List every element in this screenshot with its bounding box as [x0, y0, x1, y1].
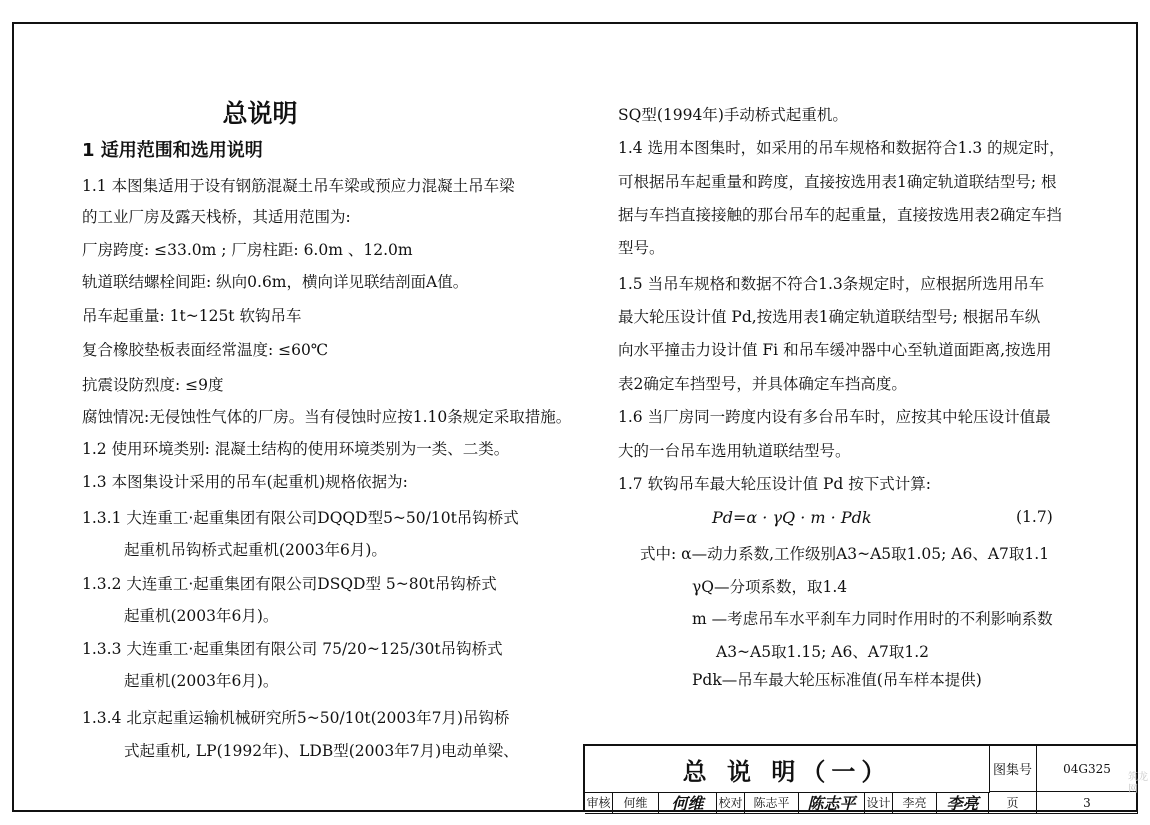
text-line: 的工业厂房及露天栈桥，其适用范围为: — [82, 208, 351, 226]
where-line: m —考虑吊车水平刹车力同时作用时的不利影响系数 — [692, 610, 1053, 628]
text-line: 轨道联结螺栓间距: 纵向0.6m，横向详见联结剖面A值。 — [82, 273, 469, 291]
text-line: 抗震设防烈度: ≤9度 — [82, 376, 224, 394]
design-signature: 李亮 — [937, 792, 989, 814]
text-line: 1.6 当厂房同一跨度内设有多台吊车时，应按其中轮压设计值最 — [618, 408, 1051, 426]
check-signature: 陈志平 — [799, 792, 865, 814]
title-block — [583, 744, 1138, 812]
text-line: 1.3.3 大连重工·起重集团有限公司 75/20~125/30t吊钩桥式 — [82, 640, 503, 658]
where-line: A3~A5取1.15; A6、A7取1.2 — [716, 643, 930, 661]
page-label: 页 — [989, 792, 1037, 814]
text-line: 厂房跨度: ≤33.0m ; 厂房柱距: 6.0m 、12.0m — [82, 241, 413, 259]
page-title: 总说明 — [222, 99, 298, 128]
text-line: 式起重机, LP(1992年)、LDB型(2003年7月)电动单梁、 — [124, 742, 519, 760]
text-line: 据与车挡直接接触的那台吊车的起重量，直接按选用表2确定车挡 — [618, 206, 1062, 224]
check-name: 陈志平 — [745, 792, 799, 814]
text-line: 大的一台吊车选用轨道联结型号。 — [618, 442, 851, 460]
atlas-label: 图集号 — [989, 746, 1037, 792]
text-line: 1.3.2 大连重工·起重集团有限公司DSQD型 5~80t吊钩桥式 — [82, 575, 497, 593]
text-line: 向水平撞击力设计值 Fi 和吊车缓冲器中心至轨道面距离,按选用 — [618, 341, 1052, 359]
review-label: 审核 — [585, 792, 613, 814]
text-line: 可根据吊车起重量和跨度，直接按选用表1确定轨道联结型号; 根 — [618, 173, 1057, 191]
design-label: 设计 — [865, 792, 893, 814]
text-line: 表2确定车挡型号，并具体确定车挡高度。 — [618, 375, 907, 393]
text-line: 腐蚀情况:无侵蚀性气体的厂房。当有侵蚀时应按1.10条规定采取措施。 — [82, 408, 572, 426]
watermark: 筑龙网 — [1128, 772, 1148, 795]
text-line: 1.3 本图集设计采用的吊车(起重机)规格依据为: — [82, 473, 408, 491]
text-line: 起重机吊钩桥式起重机(2003年6月)。 — [124, 541, 387, 559]
text-line: 1.1 本图集适用于设有钢筋混凝土吊车梁或预应力混凝土吊车梁 — [82, 177, 515, 195]
text-line: 复合橡胶垫板表面经常温度: ≤60℃ — [82, 341, 329, 359]
review-name: 何维 — [613, 792, 659, 814]
formula-number: (1.7) — [1016, 508, 1053, 526]
sheet-title: 总 说 明（一） — [585, 746, 990, 793]
text-line: 1.5 当吊车规格和数据不符合1.3条规定时，应根据所选用吊车 — [618, 275, 1045, 293]
section-heading: 1 适用范围和选用说明 — [82, 140, 263, 161]
text-line: 起重机(2003年6月)。 — [124, 672, 279, 690]
design-name: 李亮 — [893, 792, 937, 814]
where-line: Pdk—吊车最大轮压标准值(吊车样本提供) — [692, 671, 982, 689]
text-line: 型号。 — [618, 239, 665, 257]
text-line: 1.4 选用本图集时，如采用的吊车规格和数据符合1.3 的规定时， — [618, 139, 1065, 157]
text-line: 1.7 软钩吊车最大轮压设计值 Pd 按下式计算: — [618, 475, 932, 493]
where-line: γQ—分项系数，取1.4 — [692, 578, 848, 596]
where-line: 式中: α—动力系数,工作级别A3~A5取1.05; A6、A7取1.1 — [640, 545, 1050, 563]
atlas-number: 04G325 — [1037, 746, 1138, 792]
text-line: 起重机(2003年6月)。 — [124, 607, 279, 625]
text-line: 吊车起重量: 1t~125t 软钩吊车 — [82, 307, 302, 325]
check-label: 校对 — [717, 792, 745, 814]
page-number: 3 — [1037, 792, 1138, 814]
text-line: 1.2 使用环境类别: 混凝土结构的使用环境类别为一类、二类。 — [82, 440, 510, 458]
text-line: 1.3.1 大连重工·起重集团有限公司DQQD型5~50/10t吊钩桥式 — [82, 509, 519, 527]
formula: Pd=α · γQ · m · Pdk — [712, 508, 872, 527]
text-line: SQ型(1994年)手动桥式起重机。 — [618, 106, 848, 124]
text-line: 最大轮压设计值 Pd,按选用表1确定轨道联结型号; 根据吊车纵 — [618, 308, 1041, 326]
text-line: 1.3.4 北京起重运输机械研究所5~50/10t(2003年7月)吊钩桥 — [82, 709, 510, 727]
review-signature: 何维 — [659, 792, 717, 814]
